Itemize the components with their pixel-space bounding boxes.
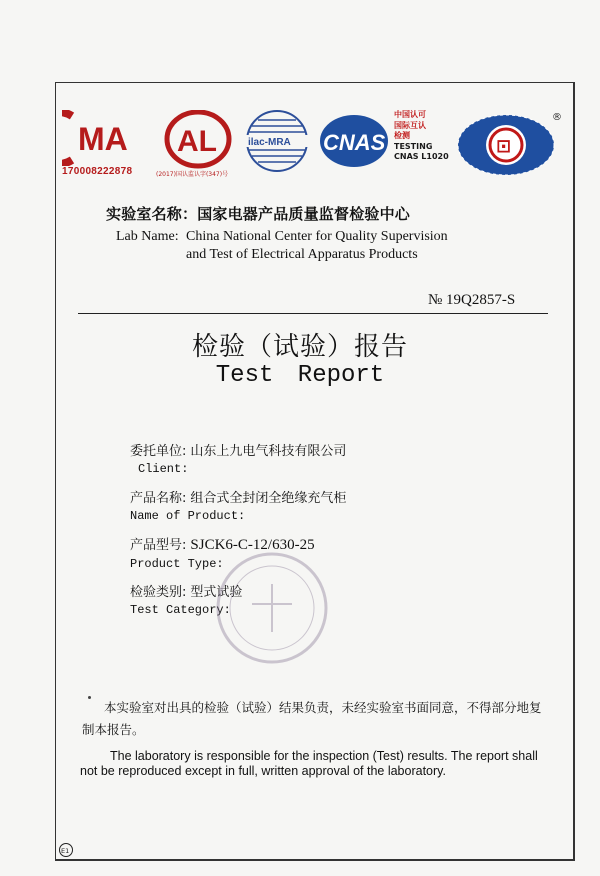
lab-name-line1: China National Center for Quality Supervision bbox=[186, 229, 448, 244]
client-value: 山东上九电气科技有限公司 bbox=[190, 444, 347, 459]
cnas-accreditation-text: 中国认可 国际互认 检测 TESTING CNAS L1020 bbox=[394, 110, 449, 161]
report-title-cn: 检验（试验）报告 bbox=[191, 332, 408, 362]
header-rule bbox=[78, 313, 548, 314]
notice-en-line1: The laboratory is responsible for the inspection (Test) results. The report shall bbox=[110, 749, 538, 763]
lab-info bbox=[106, 203, 546, 264]
product-cn-label: 产品名称: bbox=[130, 491, 187, 506]
cma-logo-text: MA bbox=[78, 121, 128, 157]
report-number: № 19Q2857-S bbox=[428, 292, 516, 308]
report-title-en: Test Report bbox=[215, 362, 385, 389]
accreditation-logos bbox=[62, 108, 572, 188]
lab-name-label: Lab Name: bbox=[116, 229, 179, 244]
corner-mark-icon bbox=[58, 842, 74, 858]
cal-logo bbox=[162, 110, 234, 170]
ilac-logo-text: ilac-MRA bbox=[248, 137, 291, 148]
lab-name-en bbox=[106, 228, 546, 264]
client-field bbox=[130, 440, 346, 487]
category-en-label: Test Category: bbox=[130, 603, 231, 617]
cma-logo bbox=[62, 110, 148, 166]
category-value: 型式试验 bbox=[190, 585, 243, 600]
notice-en bbox=[80, 749, 550, 779]
type-value: SJCK6-C-12/630-25 bbox=[190, 537, 315, 553]
ilac-mra-logo bbox=[242, 108, 312, 174]
globe-seal-logo bbox=[456, 108, 564, 178]
client-en-label: Client: bbox=[138, 462, 189, 476]
product-value: 组合式全封闭全绝缘充气柜 bbox=[190, 491, 347, 506]
corner-mark-text: E1 bbox=[61, 847, 70, 855]
cma-number: 170008222878 bbox=[62, 166, 133, 177]
lab-name-cn: 实验室名称：国家电器产品质量监督检验中心 bbox=[106, 205, 411, 223]
registered-mark: ® bbox=[552, 112, 562, 123]
notice-cn: 本实验室对出具的检验（试验）结果负责，未经实验室书面同意，不得部分地复制本报告。 bbox=[82, 700, 542, 737]
cal-logo-text: AL bbox=[177, 125, 217, 158]
client-cn-label: 委托单位: bbox=[130, 444, 187, 459]
lab-name-line2: and Test of Electrical Apparatus Products bbox=[186, 247, 418, 262]
cal-number: (2017)国认监认字(347)号 bbox=[156, 171, 229, 178]
type-cn-label: 产品型号: bbox=[130, 538, 187, 553]
product-name-field bbox=[130, 487, 346, 534]
notice-en-line2: not be reproduced except in full, written approval of the laboratory. bbox=[80, 764, 446, 778]
product-en-label: Name of Product: bbox=[130, 509, 246, 523]
type-en-label: Product Type: bbox=[130, 557, 224, 571]
faded-seal-stamp bbox=[212, 548, 332, 668]
svg-text:⊡: ⊡ bbox=[496, 136, 512, 157]
cnas-logo bbox=[318, 112, 390, 170]
category-cn-label: 检验类别: bbox=[130, 585, 187, 600]
cnas-logo-text: CNAS bbox=[323, 130, 386, 155]
